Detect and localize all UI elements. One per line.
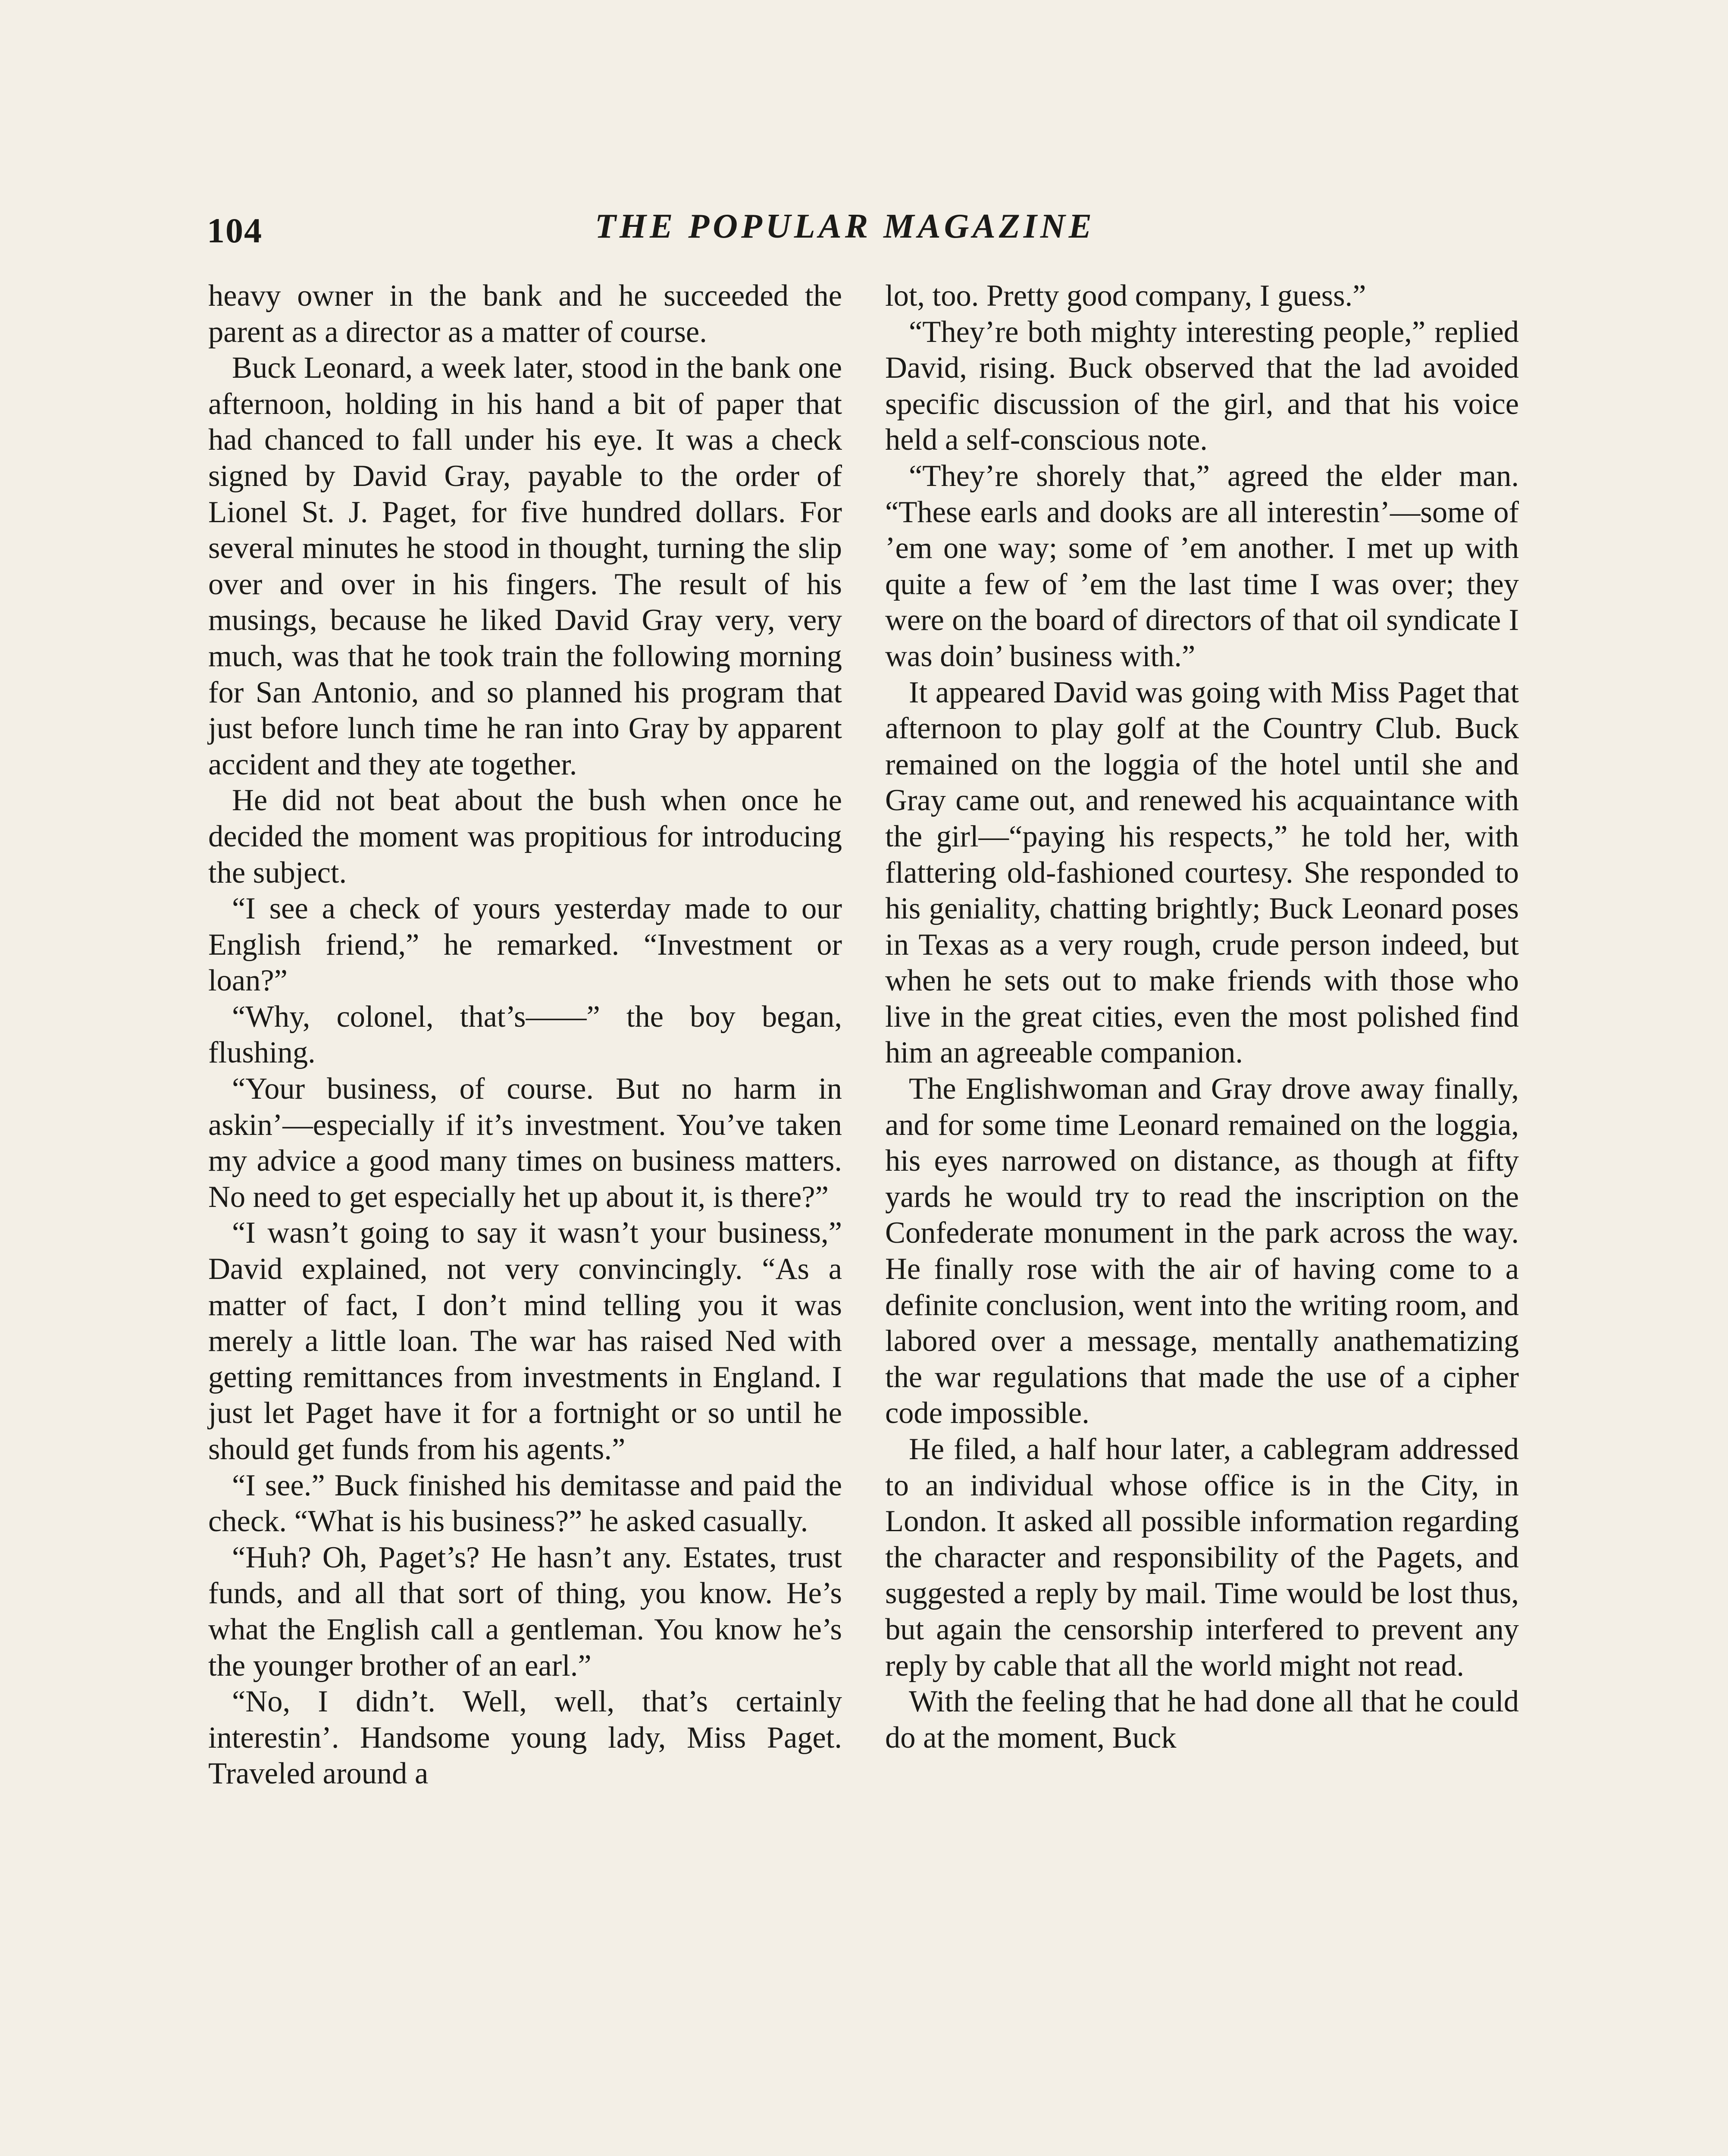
paragraph: lot, too. Pretty good company, I guess.” [885, 279, 1366, 313]
page-header [207, 207, 1483, 263]
right-column [885, 278, 1519, 1756]
magazine-title: THE POPULAR MAGAZINE [595, 207, 1096, 245]
paragraph: The Englishwoman and Gray drove away finally, and for some time Leonard remained on the loggia, his eyes narrowed on distance, as though at fifty yards he would try to read the inscription on the Confederate monument in the park across the way. He finally rose with the air of having come to a definite conclusion, went into the writing room, and labored over a message, mentally anathematizing the war regulations that made the use of a cipher code impossible. [885, 1072, 1519, 1430]
paragraph: “Huh? Oh, Paget’s? He hasn’t any. Estates, trust funds, and all that sort of thing, you know. He’s what the English call a gentleman. You know he’s the younger brother of an earl.” [208, 1540, 842, 1683]
paragraph: “I see.” Buck finished his demitasse and paid the check. “What is his business?” he asked casually. [208, 1468, 842, 1539]
paragraph: “They’re shorely that,” agreed the elder man. “These earls and dooks are all interestin’—some of ’em one way; some of ’em another. I met up with quite a few of ’em the last time I was over; they were on the board of directors of that oil syndicate I was doin’ business with.” [885, 459, 1519, 673]
paragraph: “They’re both mighty interesting people,” replied David, rising. Buck observed that the lad avoided specific discussion of the girl, and that his voice held a self-conscious note. [885, 315, 1519, 457]
paragraph: “I see a check of yours yesterday made to our English friend,” he remarked. “Investment or loan?” [208, 892, 842, 998]
paragraph: “No, I didn’t. Well, well, that’s certainly interestin’. Handsome young lady, Miss Paget. Traveled around a [208, 1685, 842, 1791]
paragraph: Buck Leonard, a week later, stood in the bank one afternoon, holding in his hand a bit of paper that had chanced to fall under his eye. It was a check signed by David Gray, payable to the order of Lionel St. J. Paget, for five hundred dollars. For several minutes he stood in thought, turning the slip over and over in his fingers. The result of his musings, because he liked David Gray very, very much, was that he took train the following morning for San Antonio, and so planned his program that just before lunch time he ran into Gray by apparent accident and they ate together. [208, 351, 842, 781]
paragraph: “Your business, of course. But no harm in askin’—especially if it’s investment. You’ve taken my advice a good many times on business matters. No need to get especially het up about it, is there?” [208, 1072, 842, 1214]
paragraph: “Why, colonel, that’s——” the boy began, flushing. [208, 1000, 842, 1070]
paragraph: He filed, a half hour later, a cablegram addressed to an individual whose office is in the City, in London. It asked all possible information regarding the character and responsibility of the Pagets, and suggested a reply by mail. Time would be lost thus, but again the censorship interfered to prevent any reply by cable that all the world might not read. [885, 1432, 1519, 1683]
paragraph: heavy owner in the bank and he succeeded the parent as a director as a matter of course. [208, 279, 842, 349]
page-number: 104 [207, 211, 263, 250]
paragraph: With the feeling that he had done all that he could do at the moment, Buck [885, 1685, 1519, 1755]
paragraph: He did not beat about the bush when once he decided the moment was propitious for introducing the subject. [208, 783, 842, 890]
paragraph: “I wasn’t going to say it wasn’t your business,” David explained, not very convincingly. “As a matter of fact, I don’t mind telling you it was merely a little loan. The war has raised Ned with getting remittances from investments in England. I just let Paget have it for a fortnight or so until he should get funds from his agents.” [208, 1216, 842, 1466]
left-column [208, 278, 842, 1792]
paragraph: It appeared David was going with Miss Paget that afternoon to play golf at the Country Club. Buck remained on the loggia of the hotel until she and Gray came out, and renewed his acquaintance with the girl—“paying his respects,” he told her, with flattering old-fashioned courtesy. She responded to his geniality, chatting brightly; Buck Leonard poses in Texas as a very rough, crude person indeed, but when he sets out to make friends with those who live in the great cities, even the most polished find him an agreeable companion. [885, 675, 1519, 1070]
